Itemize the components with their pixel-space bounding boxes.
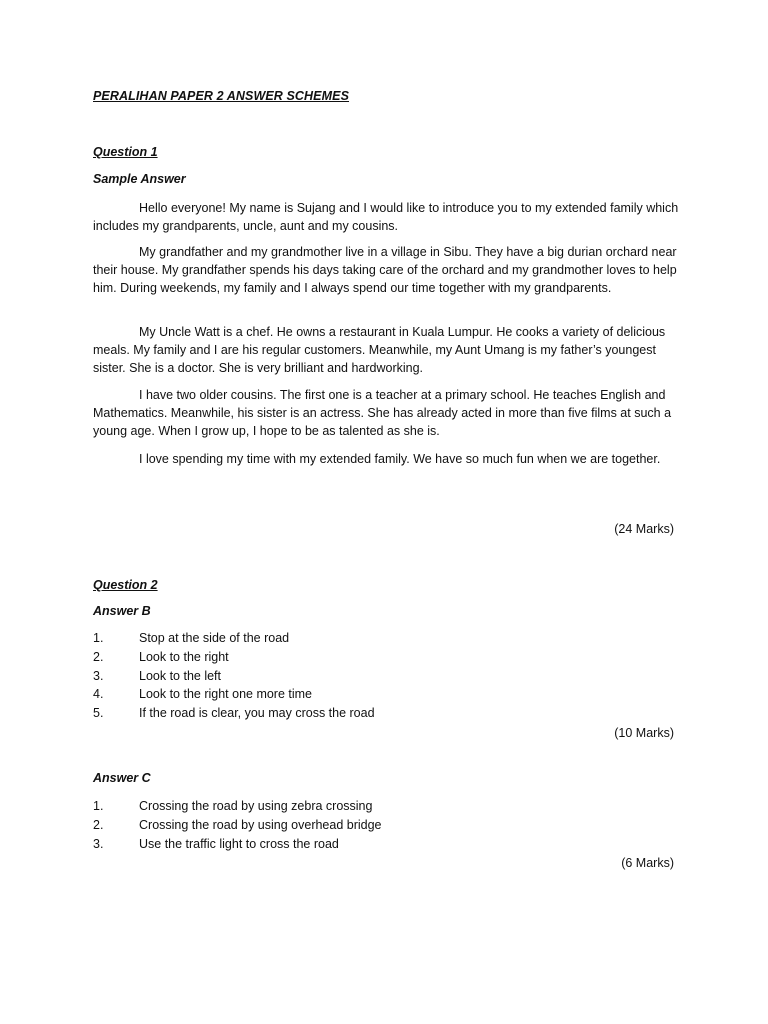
paragraph-5: I love spending my time with my extended family. We have so much fun when we are together. <box>139 452 661 466</box>
question-1-heading: Question 1 <box>93 145 158 159</box>
answer-b-list <box>93 629 375 723</box>
list-item <box>93 816 382 835</box>
answer-c-marks: (6 Marks) <box>621 856 674 870</box>
list-item-text: Crossing the road by using overhead bridge <box>139 817 382 832</box>
question-1-marks: (24 Marks) <box>614 522 674 536</box>
list-item-text: If the road is clear, you may cross the road <box>139 706 375 721</box>
question-2-heading: Question 2 <box>93 578 158 592</box>
list-item-number: 1. <box>93 799 104 813</box>
answer-c-list <box>93 797 382 853</box>
paragraph-2: My grandfather and my grandmother live in a village in Sibu. They have a big durian orchard near their house. My grandfather spends his days taking care of the orchard and my grandmother loves to help him. During weekends, my family and I always spend our time together with my grandparents. <box>93 245 677 295</box>
list-item-number: 2. <box>93 817 104 832</box>
list-item-number: 4. <box>93 687 104 702</box>
answer-c-heading: Answer C <box>93 771 151 785</box>
paragraph-1: Hello everyone! My name is Sujang and I would like to introduce you to my extended family which includes my grandparents, uncle, aunt and my cousins. <box>93 201 679 233</box>
list-item <box>93 704 375 723</box>
list-item <box>93 629 375 648</box>
answer-b-marks: (10 Marks) <box>614 726 674 740</box>
list-item-number: 3. <box>93 836 104 851</box>
list-item-number: 1. <box>93 631 104 645</box>
list-item-text: Use the traffic light to cross the road <box>139 836 339 851</box>
list-item-text: Look to the left <box>139 668 222 683</box>
list-item <box>93 685 375 704</box>
list-item-text: Stop at the side of the road <box>139 631 290 645</box>
paragraph-4: I have two older cousins. The first one is a teacher at a primary school. He teaches English and Mathematics. Meanwhile, his sister is an actress. She has already acted in more than five films at such a young age. When I grow up, I hope to be as talented as she is. <box>93 388 672 438</box>
list-item-number: 2. <box>93 649 104 664</box>
paragraph-3: My Uncle Watt is a chef. He owns a restaurant in Kuala Lumpur. He cooks a variety of delicious meals. My family and I are his regular customers. Meanwhile, my Aunt Umang is my father’s youngest sister. She is a doctor. She is very brilliant and hardworking. <box>93 325 666 375</box>
answer-b-heading: Answer B <box>93 604 151 618</box>
list-item-text: Look to the right one more time <box>139 687 313 702</box>
document-title: PERALIHAN PAPER 2 ANSWER SCHEMES <box>93 89 350 103</box>
list-item-number: 5. <box>93 706 104 721</box>
list-item-text: Crossing the road by using zebra crossing <box>139 799 373 813</box>
list-item <box>93 835 382 854</box>
list-item <box>93 797 382 816</box>
list-item-number: 3. <box>93 668 104 683</box>
list-item <box>93 667 375 686</box>
sample-answer-heading: Sample Answer <box>93 172 186 186</box>
list-item-text: Look to the right <box>139 649 229 664</box>
list-item <box>93 648 375 667</box>
